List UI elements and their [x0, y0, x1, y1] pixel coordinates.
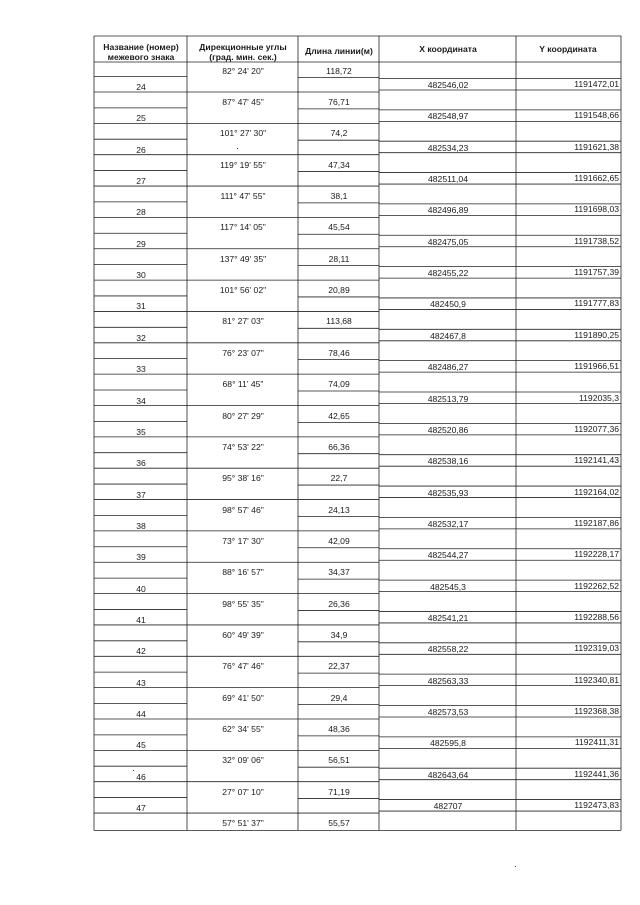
direction-angle: 73° 17' 30"	[222, 535, 264, 546]
header-y: Y координата	[539, 44, 597, 54]
x-coordinate: 482546,02	[427, 80, 469, 90]
x-coordinate: 482544,27	[427, 550, 469, 561]
y-coordinate: 1192228,17	[574, 549, 619, 560]
direction-angle: 81° 27' 03"	[222, 316, 264, 327]
line-length: 55,57	[328, 818, 350, 829]
y-coordinate: 1192319,03	[574, 643, 619, 654]
x-coordinate: 482511,04	[428, 174, 468, 185]
x-coordinate: 482707	[433, 801, 463, 812]
y-coordinate: 1191621,38	[574, 141, 619, 152]
line-length: 20,89	[328, 285, 350, 296]
point-name: 28	[136, 207, 146, 218]
direction-angle: 95° 38' 16"	[222, 473, 264, 484]
point-name: 36	[136, 458, 146, 469]
line-length: 42,09	[328, 535, 350, 546]
y-coordinate: 1192262,52	[574, 580, 619, 591]
y-coordinate: 1192473,83	[574, 800, 619, 811]
point-name: 25	[136, 113, 146, 124]
point-name: 24	[136, 82, 146, 92]
point-name: 39	[136, 552, 146, 563]
line-length: 28,11	[328, 253, 350, 264]
x-coordinate: 482563,33	[427, 675, 469, 686]
scan-speck	[133, 770, 134, 771]
y-coordinate: 1192368,38	[574, 706, 619, 716]
header-name: Название (номер) межевого знака	[103, 42, 179, 62]
y-coordinate: 1192164,02	[574, 486, 619, 497]
point-name: 45	[136, 740, 146, 751]
y-coordinate: 1191966,51	[574, 361, 619, 372]
point-name: 44	[136, 709, 146, 719]
point-name: 43	[136, 677, 146, 688]
direction-angle: 76° 23' 07"	[222, 347, 264, 358]
line-length: 113,68	[326, 316, 352, 327]
line-length: 56,51	[328, 755, 350, 766]
line-length: 24,13	[328, 504, 350, 515]
y-coordinate: 1191777,83	[574, 298, 619, 309]
direction-angle: 27° 07' 10"	[222, 786, 264, 797]
point-name: 34	[136, 395, 146, 406]
x-coordinate: 482450,9	[430, 299, 466, 310]
x-coordinate: 482496,89	[427, 205, 469, 216]
direction-angle: 68° 11' 45"	[222, 379, 264, 390]
direction-angle: 74° 53' 22"	[222, 441, 264, 452]
direction-angle: 60° 49' 39"	[222, 629, 264, 640]
line-length: 45,54	[328, 222, 350, 233]
line-length: 66,36	[328, 441, 350, 452]
point-name: 31	[136, 301, 146, 312]
line-length: 38,1	[330, 191, 348, 202]
direction-angle: 101° 27' 30"	[219, 128, 267, 139]
line-length: 48,36	[328, 724, 350, 734]
y-coordinate: 1191738,52	[574, 235, 619, 246]
direction-angle: 32° 09' 06"	[222, 755, 264, 766]
direction-angle: 98° 55' 35"	[222, 598, 264, 609]
point-name: 47	[136, 803, 146, 814]
direction-angle: 98° 57' 46"	[222, 504, 264, 515]
x-coordinate: 482534,23	[427, 142, 469, 153]
point-name: 33	[136, 364, 146, 375]
point-name: 41	[136, 614, 146, 625]
x-coordinate: 482643,64	[427, 769, 469, 780]
x-coordinate: 482548,97	[427, 111, 469, 122]
line-length: 74,09	[328, 379, 350, 390]
line-length: 29,4	[330, 692, 348, 703]
point-name: 46	[136, 771, 146, 782]
y-coordinate: 1192187,86	[574, 517, 619, 528]
x-coordinate: 482595,8	[430, 738, 466, 749]
point-name: 32	[136, 332, 146, 343]
point-name: 38	[136, 520, 146, 531]
scan-speck	[515, 866, 516, 867]
direction-angle: 62° 34' 55"	[222, 724, 264, 734]
x-coordinate: 482513,79	[427, 393, 469, 404]
direction-angle: 87° 47' 45"	[222, 97, 264, 107]
y-coordinate: 1192411,31	[574, 737, 619, 748]
line-length: 34,37	[328, 567, 350, 578]
header-angle: Дирекционные углы (град. мин. сек.)	[199, 42, 287, 62]
direction-angle: 57° 51' 37"	[222, 818, 264, 829]
y-coordinate: 1192288,56	[574, 611, 619, 622]
first-segment-length: 118,72	[326, 66, 352, 76]
line-length: 47,34	[328, 159, 350, 170]
direction-angle: 119° 19' 55"	[220, 159, 266, 170]
point-name: 42	[136, 646, 146, 657]
direction-angle: 80° 27' 29"	[222, 410, 264, 421]
x-coordinate: 482520,86	[427, 424, 469, 435]
line-length: 34,9	[330, 629, 348, 640]
direction-angle: 111° 47' 55"	[220, 191, 266, 202]
y-coordinate: 1191757,39	[574, 267, 619, 278]
point-name: 35	[136, 426, 146, 437]
scan-speck	[237, 148, 238, 149]
line-length: 74,2	[330, 128, 348, 139]
x-coordinate: 482532,17	[427, 518, 469, 529]
direction-angle: 137° 49' 35"	[219, 253, 267, 264]
direction-angle: 101° 56' 02"	[219, 285, 267, 296]
line-length: 22,7	[330, 473, 348, 484]
point-name: 27	[136, 176, 146, 187]
direction-angle: 69° 41' 50"	[222, 692, 264, 703]
x-coordinate: 482541,21	[427, 612, 469, 623]
header-length: Длина линии(м)	[305, 46, 373, 56]
line-length: 76,71	[328, 97, 350, 107]
direction-angle: 88° 16' 57"	[222, 567, 264, 578]
y-coordinate: 1191698,03	[574, 204, 619, 215]
x-coordinate: 482475,05	[427, 236, 469, 247]
point-name: 29	[136, 238, 146, 249]
point-name: 26	[136, 144, 146, 155]
y-coordinate: 1192077,36	[574, 423, 619, 434]
x-coordinate: 482455,22	[427, 268, 469, 279]
direction-angle: 117° 14' 05"	[220, 222, 266, 233]
x-coordinate: 482467,8	[430, 330, 466, 341]
x-coordinate: 482545,3	[430, 581, 466, 592]
x-coordinate: 482486,27	[427, 362, 469, 373]
y-coordinate: 1192141,43	[574, 455, 619, 466]
point-name: 37	[136, 489, 146, 500]
x-coordinate: 482558,22	[427, 644, 469, 655]
x-coordinate: 482573,53	[427, 707, 469, 717]
first-segment-angle: 82° 24' 20"	[222, 66, 264, 76]
line-length: 22,37	[328, 661, 350, 672]
line-length: 26,36	[328, 598, 350, 609]
y-coordinate: 1191548,66	[574, 110, 619, 121]
direction-angle: 76° 47' 46"	[222, 661, 264, 672]
line-length: 42,65	[328, 410, 350, 421]
x-coordinate: 482538,16	[427, 456, 469, 467]
y-coordinate: 1191890,25	[574, 329, 619, 340]
y-coordinate: 1192441,36	[574, 768, 619, 779]
x-coordinate: 482535,93	[427, 487, 469, 498]
y-coordinate: 1192340,81	[574, 674, 619, 685]
line-length: 78,46	[328, 347, 350, 358]
y-coordinate: 1191472,01	[574, 79, 619, 89]
line-length: 71,19	[328, 786, 350, 797]
y-coordinate: 1192035,3	[579, 392, 619, 403]
point-name: 30	[136, 270, 146, 281]
y-coordinate: 1191662,65	[574, 173, 619, 184]
point-name: 40	[136, 583, 146, 594]
header-x: X координата	[419, 44, 477, 54]
